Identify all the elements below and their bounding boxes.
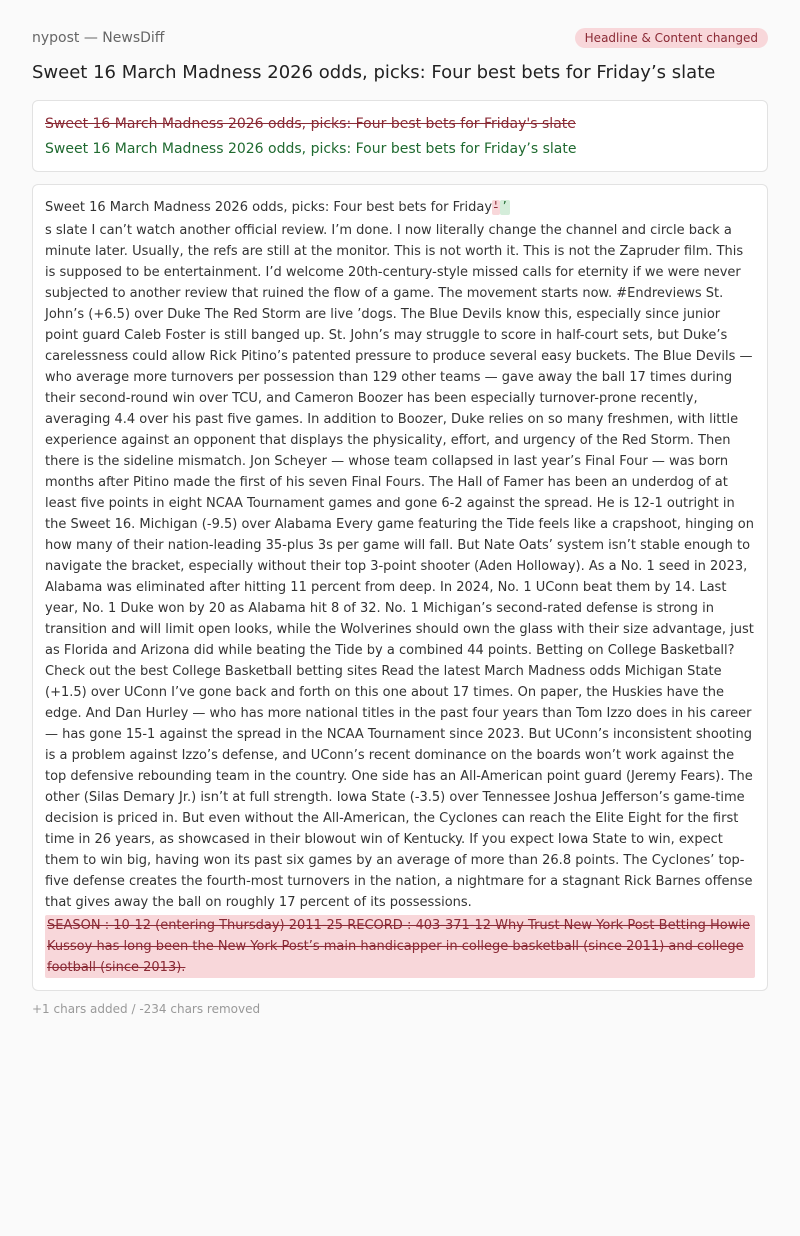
content-body: s slate I can’t watch another official review. I’m done. I now literally change the channel and circle back a minute later. Usually, the refs are still at the monitor. This is not worth it. This is not the Zapruder film. This is supposed to be entertainment. I’d welcome 20th-century-style missed calls for eternity if we were never subjected to another review that ruined the flow of a game. The movement starts now. #Endreviews St. John’s (+6.5) over Duke The Red Storm are live ’dogs. The Blue Devils know this, especially since junior point guard Caleb Foster is still banged up. St. John’s may struggle to score in half-court sets, but Duke’s carelessness could allow Rick Pitino’s patented pressure to produce several easy buckets. The Blue Devils — who average more turnovers per possession than 129 other teams — gave away the ball 17 times during their second-round win over TCU, and Cameron Boozer has been especially turnover-prone recently, averaging 4.4 over his past five games. In addition to Boozer, Duke relies on so many freshmen, with little experience against an opponent that displays the physicality, effort, and urgency of the Red Storm. Then there is the sideline mismatch. Jon Scheyer — whose team collapsed in last year’s Final Four — was born months after Pitino made the first of his seven Final Fours. The Hall of Famer has been an underdog of at least five points in eight NCAA Tournament games and gone 6-2 against the spread. He is 12-1 outright in the Sweet 16. Michigan (-9.5) over Alabama Every game featuring the Tide feels like a crapshoot, hinging on how many of their nation-leading 35-plus 3s per game will fall. But Nate Oats’ system isn’t stable enough to navigate the bracket, especially without their top 3-point shooter (Aden Holloway). As a No. 1 seed in 2023, Alabama was eliminated after hitting 11 percent from deep. In 2024, No. 1 UConn beat them by 14. Last year, No. 1 Duke won by 20 as Alabama hit 8 of 32. No. 1 Michigan’s second-rated defense is strong in transition and will limit open looks, while the Wolverines should own the glass with their size advantage, just as Florida and Arizona did while beating the Tide by a combined 44 points. Betting on College Basketball? Check out the best College Basketball betting sites Read the latest March Madness odds Michigan State (+1.5) over UConn I’ve gone back and forth on this one about 17 times. On paper, the Huskies have the edge. And Dan Hurley — who has more national titles in the past four years than Tom Izzo does in his career — has gone 15-1 against the spread in the NCAA Tournament since 2023. But UConn’s inconsistent shooting is a problem against Izzo’s defense, and UConn’s recent dominance on the boards won’t work against the top defensive rebounding team in the country. One side has an All-American point guard (Jeremy Fears). The other (Silas Demary Jr.) isn’t at full strength. Iowa State (-3.5) over Tennessee Joshua Jefferson’s game-time decision is priced in. But even without the All-American, the Cyclones can reach the Elite Eight for the first time in 26 years, as showcased in their blowout win of Kentucky. If you expect Iowa State to win, expect them to win big, having won its past six games by an average of more than 26.8 points. The Cyclones’ top-five defense creates the fourth-most turnovers in the nation, a nightmare for a stagnant Rick Barnes offense that gives away the ball on roughly 17 percent of its possessions. xyxy=(45,223,754,910)
inserted-char: ’ xyxy=(500,200,510,215)
headline-diff-card xyxy=(32,100,768,172)
old-headline: Sweet 16 March Madness 2026 odds, picks: Four best bets for Friday's slate xyxy=(45,116,576,132)
page-title: Sweet 16 March Madness 2026 odds, picks: Four best bets for Friday’s slate xyxy=(32,62,716,83)
content-diff-card xyxy=(32,184,768,991)
new-headline: Sweet 16 March Madness 2026 odds, picks: Four best bets for Friday’s slate xyxy=(45,141,577,157)
deleted-block: SEASON : 10-12 (entering Thursday) 2011-25 RECORD : 403-371-12 Why Trust New York Post Betting Howie Kussoy has long been the New York Post’s main handicapper in college basketball (since 2011) and college football (since 2013). xyxy=(45,915,755,978)
source-label: nypost — NewsDiff xyxy=(32,30,165,46)
change-status-badge: Headline & Content changed xyxy=(575,28,768,48)
deleted-char: ' xyxy=(494,200,498,215)
diff-stats: +1 chars added / -234 chars removed xyxy=(32,1002,261,1016)
top-bar xyxy=(32,0,768,48)
content-lead: Sweet 16 March Madness 2026 odds, picks: Four best bets for Friday xyxy=(45,200,493,215)
content-first-line xyxy=(45,197,755,220)
